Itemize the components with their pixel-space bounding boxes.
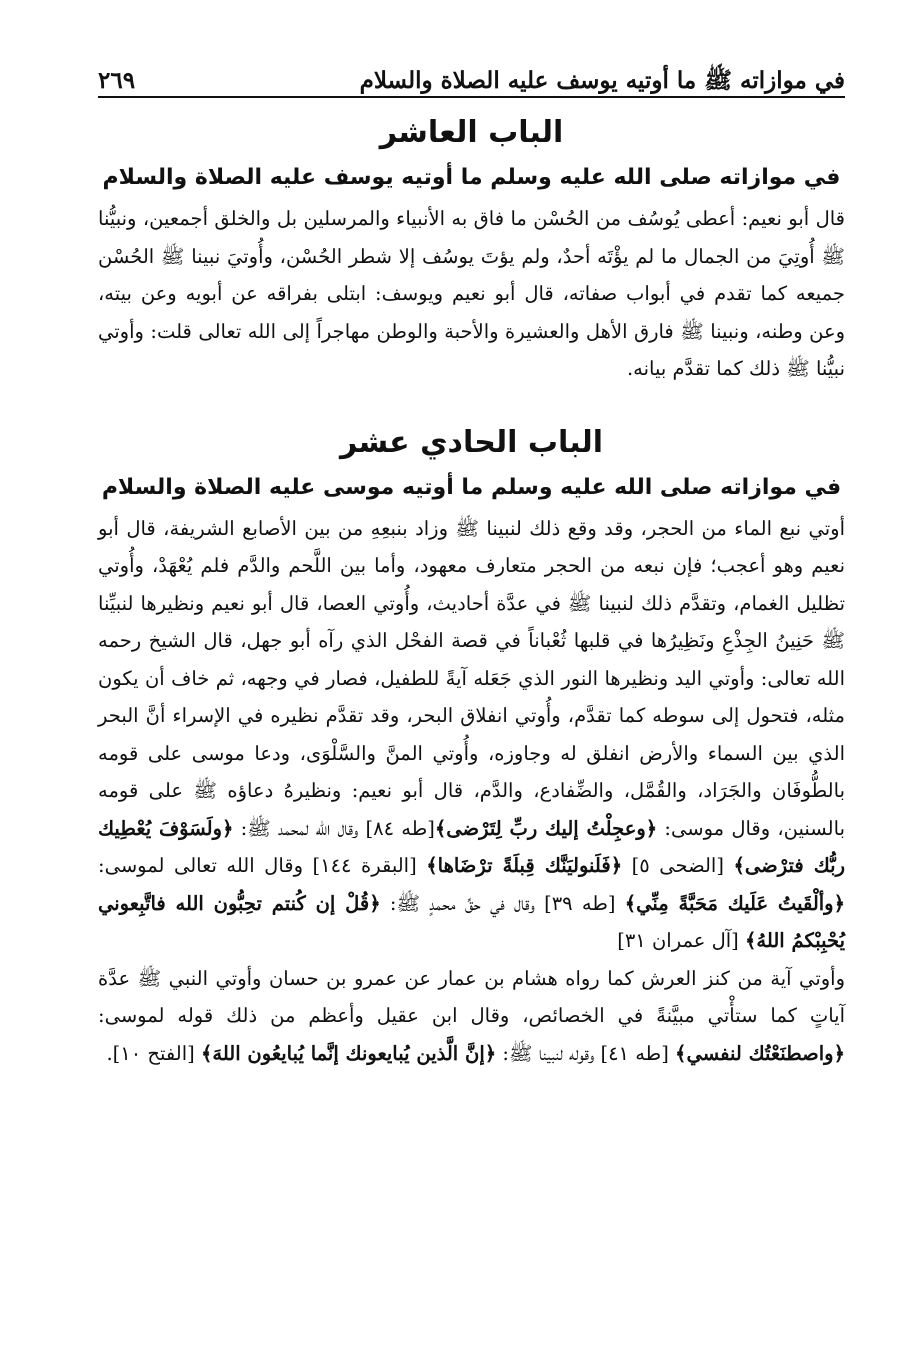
running-title: في موازاته ﷺ ما أوتيه يوسف عليه الصلاة والسلام [359, 67, 845, 94]
chapter-10 [98, 112, 845, 388]
page-header [98, 58, 845, 96]
quran-quote: ﴿واصطنَعْتُك لنفسي﴾ [675, 1041, 845, 1065]
citation-text: [طه ٨٤] وقال الله لمحمد ﷺ: [240, 816, 435, 840]
page-body [98, 112, 845, 1072]
chapter-11-paragraph-2 [98, 960, 845, 1073]
citation-text: [الفتح ١٠]. [106, 1041, 195, 1065]
quran-quote: ﴿وعجِلْتُ إليك ربِّ لِتَرْضى﴾ [434, 816, 658, 840]
section-spacer [98, 388, 845, 422]
citation-text: [طه ٤١] وقوله لنبينا ﷺ: [502, 1041, 669, 1065]
chapter-10-title: الباب العاشر [379, 115, 564, 150]
chapter-10-subtitle: في موازاته صلى الله عليه وسلم ما أوتيه يوسف عليه الصلاة والسلام [102, 165, 841, 190]
citation-text: [آل عمران ٣١] [617, 929, 739, 952]
quran-quote: ﴿قُلْ إن كُنتم تحِبُّون الله فاتَّبِعوني يُحْبِبْكمُ اللهُ﴾ [98, 891, 845, 952]
chapter-10-paragraph: قال أبو نعيم: أعطى يُوسُف من الحُسْن ما فاق به الأنبياء والمرسلين بل والخلق أجمعين، ونبيُّنا ﷺ أُوتِيَ من الجمال ما لم يؤْتَه أحدٌ، ولم يؤتَ يوسُف إلا شطر الحُسْن، وأُوتيَ نبينا ﷺ الحُسْن جميعه كما تقدم في أبواب صفاته، قال أبو نعيم ويوسف: ابتلى بفراقه عن أبويه وعن بيته، وعن وطنه، ونبينا ﷺ فارق الأهل والعشيرة والأحبة والوطن مهاجراً إلى الله تعالى قلت: وأوتي نبيُّنا ﷺ ذلك كما تقدَّم بيانه. [98, 207, 845, 380]
citation-text: [الضحى ٥] [631, 854, 724, 877]
header-divider [98, 96, 845, 98]
chapter-11-subtitle: في موازاته صلى الله عليه وسلم ما أوتيه موسى عليه الصلاة والسلام [101, 474, 842, 500]
quran-quote: ﴿إنَّ الَّذين يُبايعونك إنَّما يُبايعُون اللهَ﴾ [200, 1041, 497, 1065]
page-number: ٢٦٩ [98, 67, 136, 94]
chapter-11-title: الباب الحادي عشر [339, 424, 604, 460]
body-text: أوتي نبع الماء من الحجر، وقد وقع ذلك لنبينا ﷺ وزاد بنبعِهِ من بين الأصابع الشريفة، قال أبو نعيم وهو أعجب؛ فإن نبعه من الحجر متعارف معهود، وأما بين اللَّحم والدَّم فلم يُعْهَدْ، وأُوتي تظليل الغمام، وتقدَّم ذلك لنبينا ﷺ في عدَّة أحاديث، وأُوتي العصا، قال أبو نعيم ونظيرها لنبيِّنا ﷺ حَنِينُ الجِذْعِ ونَظِيرُها في قلبها ثُعْباناً في قصة الفحْل الذي رآه أبو جهل، قال الشيخ رحمه الله تعالى: وأوتي اليد ونظيرها النور الذي جَعَله آيةً للطفيل، فصار في وجهه، ثم خاف أن يكون مثله، فتحول إلى سوطه كما تقدَّم، وأُوتي انفلاق البحر، وقد تقدَّم نظيره في الإسراء أنَّ البحر الذي بين السماء والأرض انفلق له وجاوزه، وأُوتي المنَّ والسَّلْوَى، ودعا موسى على قومه بالطُّوفَان والجَرَاد، والقُمَّل، والضِّفادع، والدَّم، قال أبو نعيم: ونظيرهُ دعاؤه ﷺ على قومه بالسنين، وقال موسى: [98, 516, 845, 840]
chapter-11-paragraph-1 [98, 510, 845, 960]
chapter-11 [98, 422, 845, 1073]
quran-quote: ﴿فَلَنوليَنَّك قِبلَةً ترْضَاها﴾ [426, 854, 623, 877]
quran-quote: ﴿وألْقَيتُ عَلَيك مَحَبَّةً مِنِّي﴾ [624, 891, 846, 915]
quran-quote: ﴿ولَسَوْفَ يُعْطِيك ربُّك فترْضى﴾ [98, 816, 846, 877]
body-text: وأوتي آية من كنز العرش كما رواه هشام بن عمار عن عمرو بن حسان وأوتي النبي ﷺ عدَّة آياتٍ كما ستأْتي مبيَّنةً في الخصائص، وقال ابن عقيل وأعظم من ذلك قوله لموسى: [98, 966, 845, 1027]
citation-text: [طه ٣٩] وقال في حقِّ محمدٍ ﷺ: [389, 891, 616, 915]
citation-text: [البقرة ١٤٤] وقال الله تعالى لموسى: [98, 854, 417, 877]
